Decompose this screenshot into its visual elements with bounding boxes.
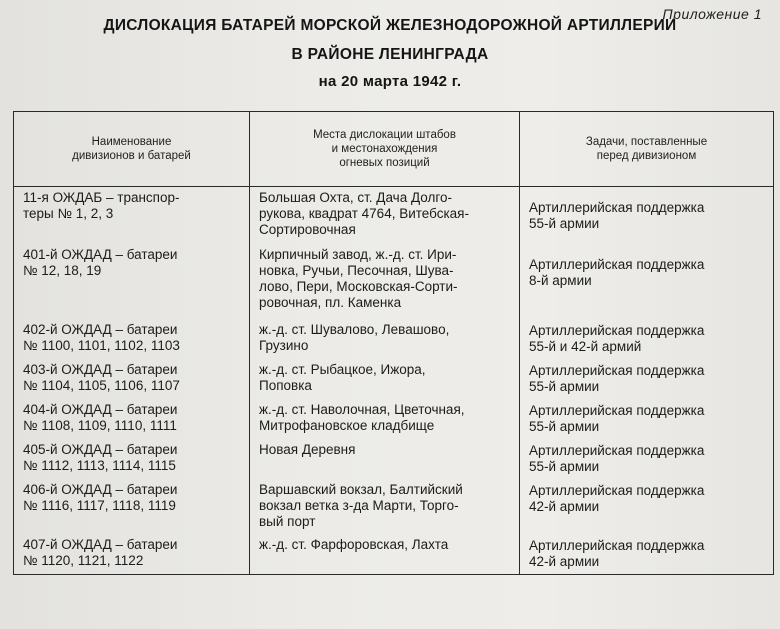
task-cell [520,534,774,575]
location-cell-line: вокзал ветка з-да Марти, Торго- [259,498,459,513]
header-line: Наименование [91,136,172,148]
location-cell [250,534,520,575]
task-cell [520,439,774,479]
table-row [14,534,774,575]
header-line: огневых позиций [339,157,430,169]
unit-cell-line: № 1104, 1105, 1106, 1107 [23,378,180,393]
location-cell-line: рукова, квадрат 4764, Витебская- [259,206,469,221]
unit-cell [14,319,250,359]
task-cell [520,319,774,359]
table-header-row [14,112,774,187]
table-row [14,359,774,399]
unit-cell-line: 404-й ОЖДАД – батареи [23,402,178,417]
task-cell-line: 55-й армии [529,459,600,474]
location-cell-line: ж.-д. ст. Рыбацкое, Ижора, [259,362,426,377]
location-cell-line: ровочная, пл. Каменка [259,295,402,310]
unit-cell-line: 401-й ОЖДАД – батареи [23,247,178,262]
unit-cell [14,439,250,479]
location-cell-line: Грузино [259,338,309,353]
document-title-line-1: ДИСЛОКАЦИЯ БАТАРЕЙ МОРСКОЙ ЖЕЛЕЗНОДОРОЖНОЙ АРТИЛЛЕРИИ [103,17,677,34]
task-cell [520,399,774,439]
unit-cell-line: 403-й ОЖДАД – батареи [23,362,178,377]
header-location [250,112,520,187]
location-cell [250,399,520,439]
task-cell-line: 55-й армии [529,216,600,231]
location-cell-line: Большая Охта, ст. Дача Долго- [259,190,452,205]
unit-cell-line: 402-й ОЖДАД – батареи [23,322,178,337]
task-cell-line: 8-й армии [529,273,592,288]
table-row [14,319,774,359]
header-line: Места дислокации штабов [313,129,456,141]
unit-cell-line: № 1112, 1113, 1114, 1115 [23,458,176,473]
unit-cell [14,359,250,399]
unit-cell [14,399,250,439]
header-line: и местонахождения [331,143,438,155]
header-line: Задачи, поставленные [585,136,708,148]
unit-cell-line: 11-я ОЖДАБ – транспор- [23,190,180,205]
table-row [14,244,774,319]
appendix-label: Приложение 1 [662,6,762,22]
location-cell [250,479,520,534]
task-cell-line: 42-й армии [529,499,600,514]
task-cell [520,244,774,319]
unit-cell-line: № 1116, 1117, 1118, 1119 [23,498,176,513]
task-cell-line: Артиллерийская поддержка [529,403,705,418]
location-cell-line: новка, Ручьи, Песочная, Шува- [259,263,454,278]
unit-cell-line: № 12, 18, 19 [23,263,102,278]
task-cell-line: 55-й армии [529,379,600,394]
location-cell-line: Кирпичный завод, ж.-д. ст. Ири- [259,247,457,262]
task-cell-line: 55-й армии [529,419,600,434]
task-cell-line: Артиллерийская поддержка [529,363,705,378]
unit-cell-line: № 1108, 1109, 1110, 1111 [23,418,177,433]
unit-cell-line: теры № 1, 2, 3 [23,206,114,221]
location-cell-line: ж.-д. ст. Наволочная, Цветочная, [259,402,465,417]
location-cell-line: вый порт [259,514,316,529]
task-cell-line: Артиллерийская поддержка [529,257,705,272]
table-body [14,187,774,575]
unit-cell [14,479,250,534]
document-date: на 20 марта 1942 г. [318,73,462,90]
location-cell [250,187,520,245]
location-cell [250,359,520,399]
location-cell-line: Поповка [259,378,312,393]
location-cell-line: Митрофановское кладбище [259,418,435,433]
document-title-line-2: В РАЙОНЕ ЛЕНИНГРАДА [291,46,489,63]
unit-cell-line: № 1100, 1101, 1102, 1103 [23,338,180,353]
location-cell-line: ж.-д. ст. Фарфоровская, Лахта [259,537,449,552]
task-cell-line: Артиллерийская поддержка [529,538,705,553]
task-cell-line: 55-й и 42-й армий [529,339,642,354]
location-cell-line: ж.-д. ст. Шувалово, Левашово, [259,322,450,337]
unit-cell-line: 406-й ОЖДАД – батареи [23,482,178,497]
dislocation-table [13,111,774,575]
header-line: перед дивизионом [596,150,697,162]
unit-cell [14,244,250,319]
task-cell-line: Артиллерийская поддержка [529,443,705,458]
location-cell-line: лово, Пери, Московская-Сорти- [259,279,458,294]
task-cell-line: Артиллерийская поддержка [529,323,705,338]
task-cell [520,479,774,534]
location-cell-line: Новая Деревня [259,442,356,457]
unit-cell-line: № 1120, 1121, 1122 [23,553,144,568]
table-row [14,187,774,245]
location-cell-line: Варшавский вокзал, Балтийский [259,482,463,497]
unit-cell [14,187,250,245]
header-line: дивизионов и батарей [72,150,191,162]
location-cell-line: Сортировочная [259,222,356,237]
table-row [14,479,774,534]
unit-cell [14,534,250,575]
task-cell-line: Артиллерийская поддержка [529,200,705,215]
unit-cell-line: 407-й ОЖДАД – батареи [23,537,178,552]
task-cell [520,187,774,245]
header-task [520,112,774,187]
task-cell-line: Артиллерийская поддержка [529,483,705,498]
table-row [14,399,774,439]
task-cell-line: 42-й армии [529,554,600,569]
unit-cell-line: 405-й ОЖДАД – батареи [23,442,178,457]
location-cell [250,439,520,479]
header-unit [14,112,250,187]
location-cell [250,244,520,319]
table-row [14,439,774,479]
location-cell [250,319,520,359]
task-cell [520,359,774,399]
